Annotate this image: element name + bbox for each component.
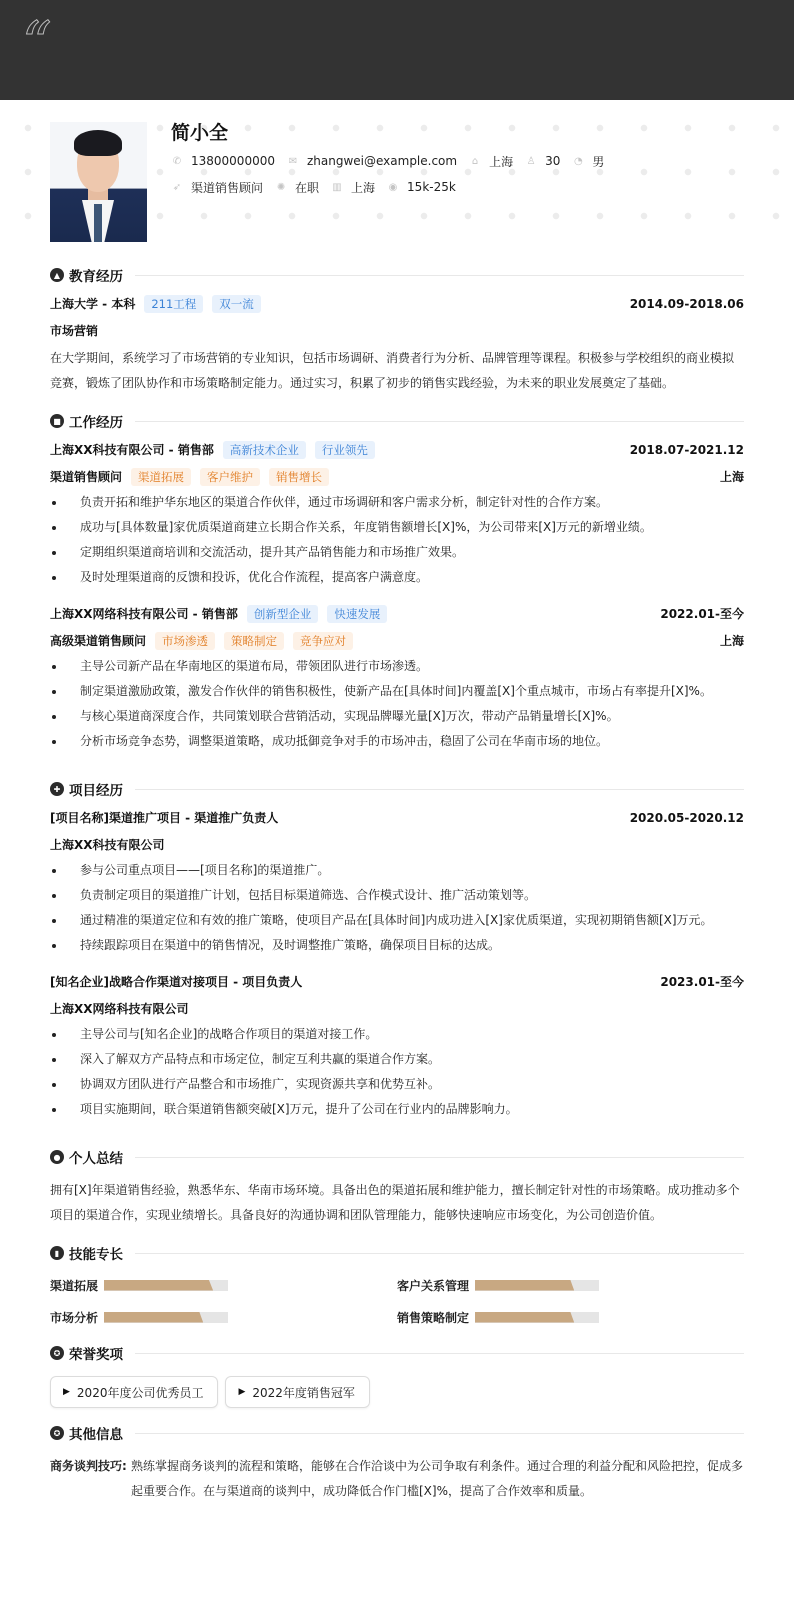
salary: ◉ 15k-25k	[388, 180, 456, 194]
list-item: 协调双方团队进行产品整合和市场推广，实现资源共享和优势互补。	[50, 1072, 744, 1097]
email: ✉ zhangwei@example.com	[288, 154, 458, 168]
list-item: 及时处理渠道商的反馈和投诉，优化合作流程，提高客户满意度。	[50, 565, 744, 590]
project-name: [项目名称]渠道推广项目 - 渠道推广负责人	[50, 811, 279, 825]
job-date: 2022.01-至今	[660, 607, 744, 621]
job-position: 高级渠道销售顾问	[50, 634, 147, 648]
list-item: 通过精准的渠道定位和有效的推广策略，使项目产品在[具体时间]内成功进入[X]家优质渠道，实现初期销售额[X]万元。	[50, 908, 744, 933]
company-name: 上海XX科技有限公司 - 销售部	[50, 443, 214, 457]
major: 市场营销	[50, 324, 99, 338]
section-title: 技能专长	[69, 1247, 123, 1263]
skill-item	[397, 1306, 744, 1328]
project-entry	[50, 804, 744, 958]
other-label: 商务谈判技巧:	[50, 1459, 127, 1473]
resume-page	[0, 100, 794, 1504]
project-name: [知名企业]战略合作渠道对接项目 - 项目负责人	[50, 975, 303, 989]
work-section	[50, 406, 744, 754]
list-item: 定期组织渠道商培训和交流活动，提升其产品销售能力和市场推广效果。	[50, 540, 744, 565]
project-date: 2023.01-至今	[660, 975, 744, 989]
other-section	[50, 1418, 744, 1504]
graduation-cap-icon: ▲	[50, 268, 64, 282]
skill-bar	[475, 1312, 599, 1323]
job-intent-row	[171, 174, 616, 200]
project-date: 2020.05-2020.12	[629, 810, 744, 825]
school-tag: 双一流	[212, 295, 261, 313]
building-icon: ▥	[332, 181, 342, 193]
section-title: 个人总结	[69, 1151, 123, 1167]
skill-name: 渠道拓展	[50, 1278, 99, 1293]
list-item: 成功与[具体数量]家优质渠道商建立长期合作关系，年度销售额增长[X]%，为公司带来[X]万元的新增业绩。	[50, 515, 744, 540]
briefcase-icon: ■	[50, 414, 64, 428]
summary-text: 拥有[X]年渠道销售经验，熟悉华东、华南市场环境。具备出色的渠道拓展和维护能力，擅长制定针对性的市场策略。成功推动多个项目的渠道合作，实现业绩增长。具备良好的沟通协调和团队管理能力，能够快速响应市场变化，为公司创造价值。	[50, 1183, 740, 1222]
list-item: 分析市场竞争态势，调整渠道策略，成功抵御竞争对手的市场冲击，稳固了公司在华南市场的地位。	[50, 729, 744, 754]
send-icon: ➶	[172, 181, 182, 193]
phone-icon: ✆	[172, 155, 182, 167]
target-city: ▥ 上海	[332, 180, 376, 195]
job-location: 上海	[719, 634, 744, 648]
summary-section	[50, 1142, 744, 1228]
company-tag: 创新型企业	[247, 605, 319, 623]
position-tag: 市场渗透	[155, 632, 215, 650]
hometown: ⌂ 上海	[469, 153, 513, 170]
phone: ✆ 13800000000	[172, 154, 275, 168]
list-item: 负责制定项目的渠道推广计划，包括目标渠道筛选、合作模式设计、推广活动策划等。	[50, 883, 744, 908]
position-tag: 销售增长	[269, 468, 329, 486]
status-icon: ✺	[276, 181, 286, 193]
play-icon: ▶	[63, 1387, 70, 1397]
position-tag: 渠道拓展	[131, 468, 191, 486]
skill-item	[50, 1306, 397, 1328]
avatar	[50, 122, 147, 242]
company-tag: 快速发展	[327, 605, 387, 623]
company-tag: 高新技术企业	[223, 441, 306, 459]
award-icon: ✪	[50, 1346, 64, 1360]
education-description: 在大学期间，系统学习了市场营销的专业知识，包括市场调研、消费者行为分析、品牌管理等课程。积极参与学校组织的商业模拟竞赛，锻炼了团队协作和市场策略制定能力。通过实习，积累了初步的销售实践经验，为未来的职业发展奠定了基础。	[50, 351, 735, 390]
education-section	[50, 260, 744, 396]
job-entry	[50, 436, 744, 590]
skill-item	[397, 1274, 744, 1296]
quote-icon: “	[22, 9, 52, 77]
list-item: 主导公司新产品在华南地区的渠道布局，带领团队进行市场渗透。	[50, 654, 744, 679]
company-tag: 行业领先	[315, 441, 375, 459]
list-item: 参与公司重点项目——[项目名称]的渠道推广。	[50, 858, 744, 883]
list-item: 主导公司与[知名企业]的战略合作项目的渠道对接工作。	[50, 1022, 744, 1047]
divider	[135, 421, 744, 422]
section-title: 荣誉奖项	[69, 1347, 123, 1363]
skill-bar	[104, 1312, 228, 1323]
company-name: 上海XX网络科技有限公司 - 销售部	[50, 607, 238, 621]
section-title: 项目经历	[69, 783, 123, 799]
list-item: 与核心渠道商深度合作，共同策划联合营销活动，实现品牌曝光量[X]万次，带动产品销量增长[X]%。	[50, 704, 744, 729]
section-title: 其他信息	[69, 1427, 123, 1443]
projects-section	[50, 774, 744, 1122]
divider	[135, 1253, 744, 1254]
top-banner	[0, 0, 794, 100]
skill-name: 客户关系管理	[397, 1278, 470, 1293]
list-item: 深入了解双方产品特点和市场定位，制定互利共赢的渠道合作方案。	[50, 1047, 744, 1072]
age: ♙ 30	[526, 154, 561, 168]
project-company: 上海XX网络科技有限公司	[50, 1002, 189, 1016]
list-item: 负责开拓和维护华东地区的渠道合作伙伴，通过市场调研和客户需求分析，制定针对性的合作方案。	[50, 490, 744, 515]
position-tag: 竞争应对	[293, 632, 353, 650]
position-tag: 策略制定	[224, 632, 284, 650]
gender: ◔ 男	[574, 154, 605, 169]
grid-icon: ✚	[50, 782, 64, 796]
list-item: 制定渠道激励政策，激发合作伙伴的销售积极性，使新产品在[具体时间]内覆盖[X]个重点城市，市场占有率提升[X]%。	[50, 679, 744, 704]
job-entry	[50, 600, 744, 754]
award-badge: ▶ 2020年度公司优秀员工	[50, 1376, 218, 1408]
gender-icon: ◔	[574, 155, 583, 167]
project-entry	[50, 968, 744, 1122]
divider	[135, 275, 744, 276]
other-text: 熟练掌握商务谈判的流程和策略，能够在合作洽谈中为公司争取有利条件。通过合理的利益分配和风险把控，促成多起重要合作。在与渠道商的谈判中，成功降低合作门槛[X]%，提高了合作效率和质量。	[131, 1459, 744, 1498]
divider	[135, 1157, 744, 1158]
email-icon: ✉	[288, 155, 298, 167]
list-item: 项目实施期间，联合渠道销售额突破[X]万元，提升了公司在行业内的品牌影响力。	[50, 1097, 744, 1122]
skill-bar	[475, 1280, 599, 1291]
contact-row	[171, 148, 616, 174]
home-icon: ⌂	[471, 155, 479, 167]
school-name: 上海大学 - 本科	[50, 297, 136, 311]
award-badge: ▶ 2022年度销售冠军	[225, 1376, 369, 1408]
skill-item	[50, 1274, 397, 1296]
position-tag: 客户维护	[200, 468, 260, 486]
candidate-name: 简小全	[171, 122, 229, 144]
job-location: 上海	[719, 470, 744, 484]
age-icon: ♙	[526, 155, 536, 167]
skills-section	[50, 1238, 744, 1328]
bar-chart-icon: ▮	[50, 1246, 64, 1260]
list-item: 持续跟踪项目在渠道中的销售情况，及时调整推广策略，确保项目目标的达成。	[50, 933, 744, 958]
profile-header	[50, 100, 744, 250]
skill-name: 市场分析	[50, 1310, 99, 1325]
salary-icon: ◉	[388, 181, 398, 193]
job-position: 渠道销售顾问	[50, 470, 123, 484]
job-date: 2018.07-2021.12	[629, 442, 744, 457]
awards-section	[50, 1338, 744, 1408]
job-status: ✺ 在职	[276, 180, 320, 195]
divider	[135, 1353, 744, 1354]
play-icon: ▶	[238, 1387, 246, 1397]
school-tag: 211工程	[144, 295, 203, 313]
target-position: ➶ 渠道销售顾问	[172, 180, 264, 195]
info-icon: ✪	[50, 1426, 64, 1440]
skill-name: 销售策略制定	[397, 1310, 470, 1325]
divider	[135, 1433, 744, 1434]
skill-bar	[104, 1280, 228, 1291]
user-icon: ●	[50, 1150, 64, 1164]
project-company: 上海XX科技有限公司	[50, 838, 165, 852]
section-title: 工作经历	[69, 415, 123, 431]
education-date: 2014.09-2018.06	[629, 296, 744, 311]
section-title: 教育经历	[69, 269, 123, 285]
divider	[135, 789, 744, 790]
